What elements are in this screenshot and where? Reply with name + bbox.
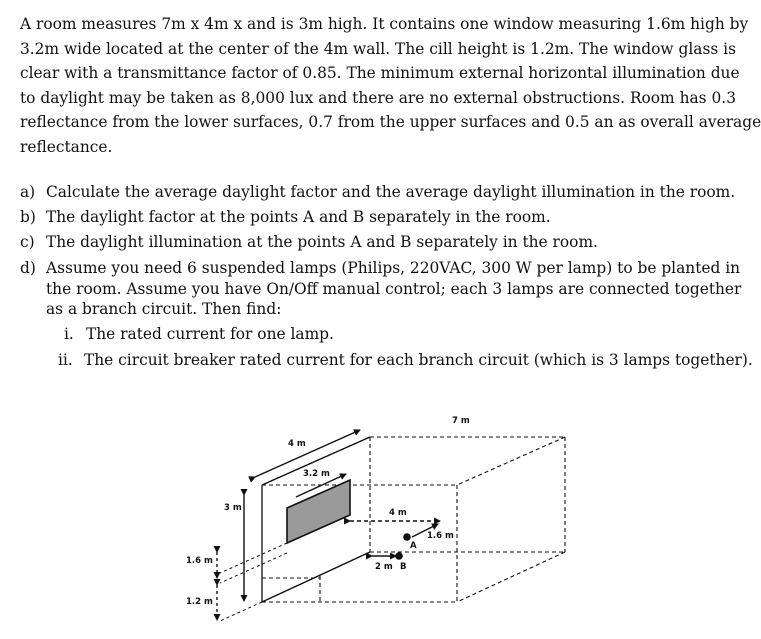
label-1-6m-left: 1.6 m [186, 556, 213, 566]
label-3-2m: 3.2 m [303, 469, 330, 479]
question-d-line: as a branch circuit. Then find: [46, 300, 282, 318]
problem-line: to daylight may be taken as 8,000 lux and there are no external obstructions. Room has 0.3 [20, 88, 736, 107]
window-guide-lines [220, 543, 287, 621]
subquestion-marker: i. [64, 325, 74, 343]
label-2m: 2 m [375, 562, 393, 572]
label-3m: 3 m [224, 503, 242, 513]
subquestion-text: The rated current for one lamp. [86, 325, 334, 343]
label-4m-top: 4 m [288, 439, 306, 449]
problem-line: reflectance. [20, 137, 113, 156]
question-text: Calculate the average daylight factor and the average daylight illumination in the room. [46, 183, 736, 201]
window-pane [287, 480, 350, 543]
question-d-line: the room. Assume you have On/Off manual control; each 3 lamps are connected together [46, 279, 742, 298]
problem-line: A room measures 7m x 4m x and is 3m high. It contains one window measuring 1.6m high by [20, 15, 749, 33]
question-text: The daylight factor at the points A and B separately in the room. [46, 208, 551, 226]
problem-line: clear with a transmittance factor of 0.85. The minimum external horizontal illumination due [20, 64, 740, 83]
subquestion-marker: ii. [58, 351, 73, 369]
point-b-marker [395, 552, 403, 560]
question-marker: d) [20, 259, 36, 277]
problem-line: reflectance from the lower surfaces, 0.7 from the upper surfaces and 0.5 an as overall average [20, 113, 761, 132]
question-text: The daylight illumination at the points A and B separately in the room. [46, 233, 598, 251]
problem-line: 3.2m wide located at the center of the 4m wall. The cill height is 1.2m. The window glass is [20, 39, 736, 58]
question-marker: a) [20, 183, 36, 201]
label-1-2m-left: 1.2 m [186, 597, 213, 607]
label-4m-inner: 4 m [389, 508, 407, 518]
point-a-marker [403, 533, 411, 541]
question-d-line: Assume you need 6 suspended lamps (Philips, 220VAC, 300 W per lamp) to be planted in [46, 259, 741, 277]
question-marker: b) [20, 208, 36, 226]
label-point-a: A [410, 541, 417, 551]
label-1-6m-inner: 1.6 m [427, 531, 454, 541]
question-marker: c) [20, 233, 35, 251]
subquestion-text: The circuit breaker rated current for each branch circuit (which is 3 lamps together). [84, 351, 753, 369]
label-point-b: B [400, 562, 407, 572]
label-7m: 7 m [452, 416, 470, 426]
